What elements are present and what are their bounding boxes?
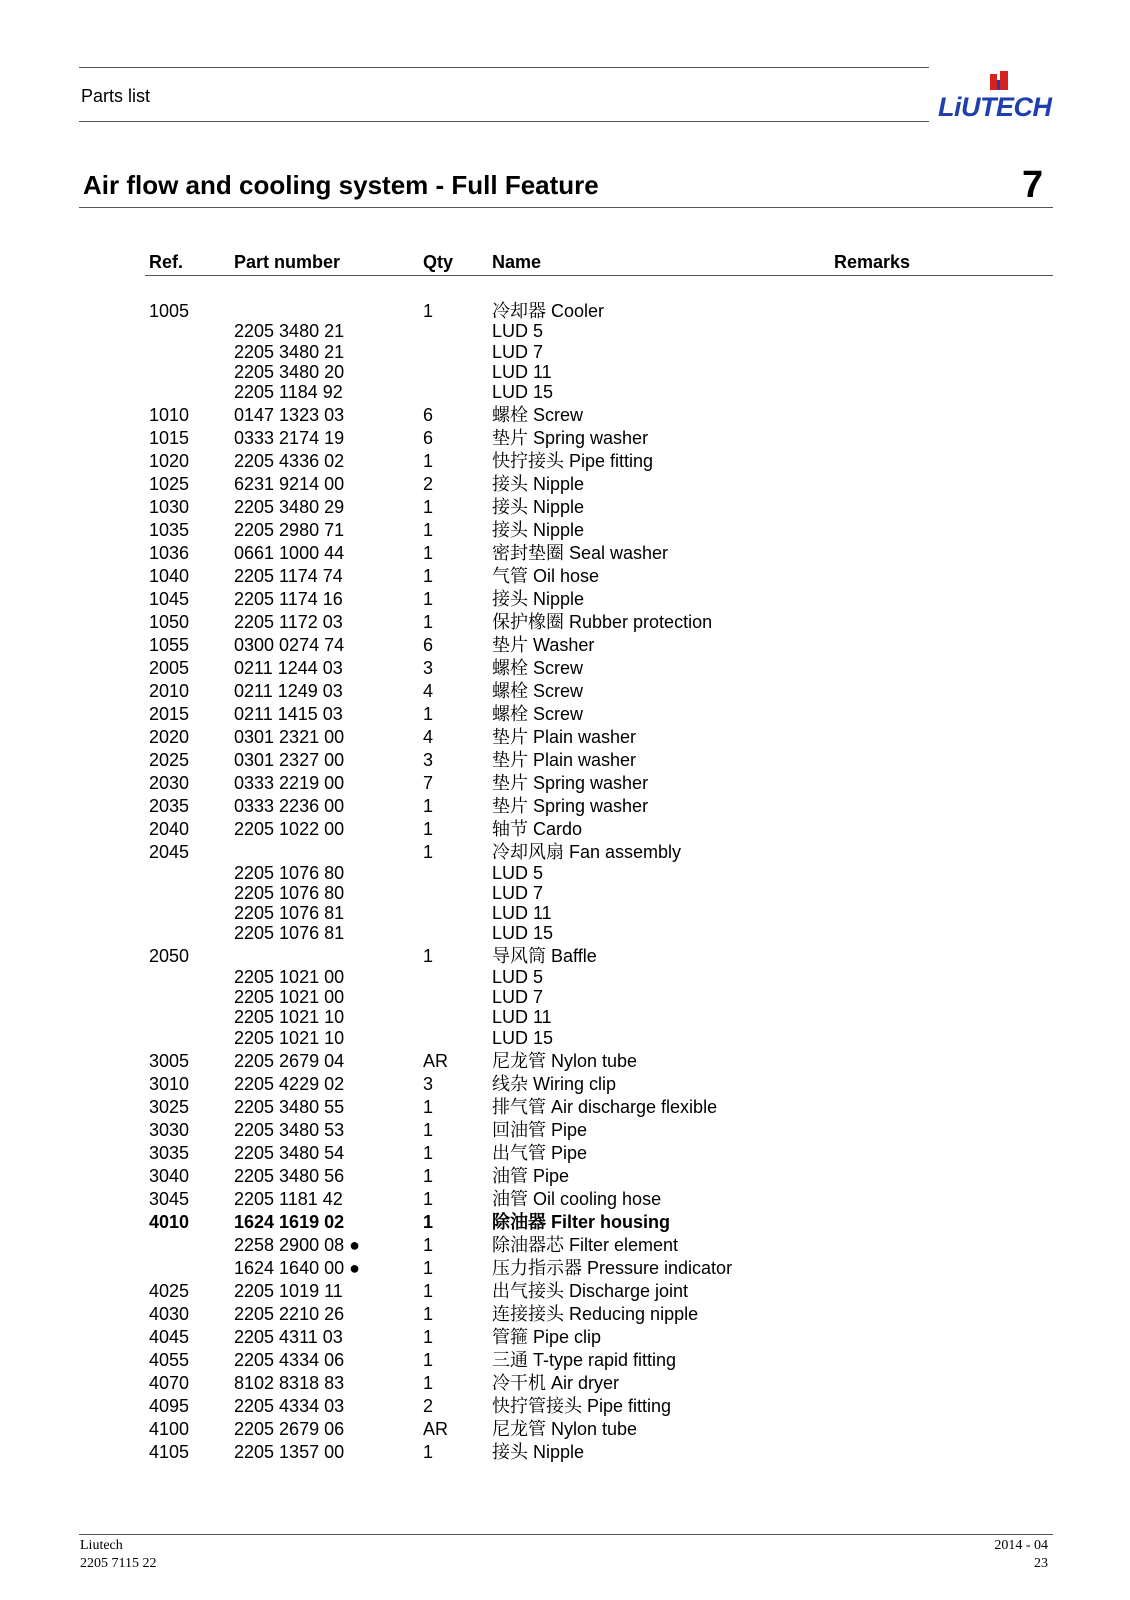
table-row xyxy=(0,361,1130,383)
cell-ref: 1035 xyxy=(149,520,190,541)
cell-name: LUD 11 xyxy=(492,1007,552,1028)
col-header-name: Name xyxy=(492,252,542,272)
cell-name: 垫片 Spring washer xyxy=(492,428,649,449)
footer-date: 2014 - 04 xyxy=(994,1538,1048,1553)
cell-qty: 1 xyxy=(423,301,434,321)
cell-ref: 1055 xyxy=(149,635,190,656)
cell-part-number: 2205 3480 29 xyxy=(234,497,345,518)
cell-qty: 1 xyxy=(423,566,434,587)
logo-wordmark: LiUTECH xyxy=(938,92,1052,122)
cell-part-number: 8102 8318 83 xyxy=(234,1372,345,1393)
cell-part-number: 2205 1076 81 xyxy=(234,923,345,944)
cell-part-number: 2205 1076 80 xyxy=(234,882,345,903)
cell-qty: AR xyxy=(423,1418,449,1439)
cell-qty: 1 xyxy=(423,451,434,472)
cell-part-number: 2205 3480 20 xyxy=(234,361,345,382)
table-row xyxy=(0,1119,1130,1141)
table-row xyxy=(0,1303,1130,1325)
table-row xyxy=(0,588,1130,610)
cell-ref: 4055 xyxy=(149,1349,190,1370)
cell-name: 尼龙管 Nylon tube xyxy=(492,1418,638,1439)
cell-qty: 1 xyxy=(423,946,434,967)
cell-name: 气管 Oil hose xyxy=(492,566,600,587)
cell-qty: 1 xyxy=(423,819,434,840)
cell-name: LUD 7 xyxy=(492,987,544,1007)
table-row xyxy=(0,473,1130,495)
cell-part-number: 2205 1021 00 xyxy=(234,966,345,987)
cell-name: 压力指示器 Pressure indicator xyxy=(492,1257,733,1278)
table-row xyxy=(0,320,1130,342)
cell-ref: 1045 xyxy=(149,589,190,610)
cell-name: 螺栓 Screw xyxy=(492,704,584,725)
cell-ref: 1025 xyxy=(149,474,190,495)
table-row xyxy=(0,1418,1130,1440)
cell-part-number: 2205 3480 21 xyxy=(234,341,345,362)
table-row xyxy=(0,1096,1130,1118)
cell-part-number: 2205 4336 02 xyxy=(234,451,345,472)
cell-name: 冷干机 Air dryer xyxy=(492,1372,620,1393)
cell-ref: 2025 xyxy=(149,750,190,771)
table-row xyxy=(0,1006,1130,1028)
cell-qty: 1 xyxy=(423,497,434,518)
cell-name: LUD 15 xyxy=(492,382,554,403)
cell-part-number: 2205 1021 00 xyxy=(234,987,345,1007)
cell-part-number: 2205 2980 71 xyxy=(234,520,345,541)
cell-ref: 4025 xyxy=(149,1280,190,1301)
cell-name: 连接接头 Reducing nipple xyxy=(492,1303,699,1324)
footer-doc-number: 2205 7115 22 xyxy=(80,1556,157,1571)
cell-name: LUD 7 xyxy=(492,882,544,903)
cell-ref: 1030 xyxy=(149,497,190,518)
table-row xyxy=(0,1280,1130,1302)
cell-part-number: 6231 9214 00 xyxy=(234,474,345,495)
cell-ref: 4030 xyxy=(149,1303,190,1324)
cell-qty: 1 xyxy=(423,1326,434,1347)
table-row xyxy=(0,902,1130,924)
table-row xyxy=(0,519,1130,541)
cell-part-number: 2205 1174 74 xyxy=(234,566,343,587)
cell-name: 回油管 Pipe xyxy=(492,1119,588,1140)
table-row xyxy=(0,841,1130,863)
cell-name: 垫片 Spring washer xyxy=(492,796,649,817)
cell-name: 垫片 Washer xyxy=(492,635,595,656)
cell-qty: 1 xyxy=(423,796,434,817)
cell-ref: 2015 xyxy=(149,704,190,725)
cell-ref: 3035 xyxy=(149,1142,190,1163)
cell-qty: 1 xyxy=(423,1211,434,1232)
cell-ref: 1040 xyxy=(149,566,190,587)
cell-qty: 1 xyxy=(423,520,434,541)
footer-rule xyxy=(79,1534,1053,1535)
table-row xyxy=(0,1234,1130,1256)
cell-ref: 4070 xyxy=(149,1372,190,1393)
cell-part-number: 0211 1244 03 xyxy=(234,658,343,679)
cell-part-number: 2258 2900 08 ● xyxy=(234,1234,360,1255)
cell-part-number: 0333 2219 00 xyxy=(234,773,345,794)
cell-part-number: 2205 4311 03 xyxy=(234,1326,343,1347)
cell-part-number: 2205 1357 00 xyxy=(234,1441,345,1462)
cell-ref: 3010 xyxy=(149,1073,190,1094)
table-row xyxy=(0,703,1130,725)
cell-part-number: 2205 1021 10 xyxy=(234,1007,345,1028)
col-header-ref: Ref. xyxy=(149,252,184,272)
cell-ref: 1020 xyxy=(149,451,190,472)
cell-part-number: 2205 4334 06 xyxy=(234,1349,345,1370)
cell-qty: 1 xyxy=(423,1257,434,1278)
table-row xyxy=(0,300,1130,322)
cell-name: 接头 Nipple xyxy=(492,474,585,495)
cell-part-number: 0211 1249 03 xyxy=(234,681,343,702)
cell-part-number: 2205 1022 00 xyxy=(234,819,345,840)
cell-name: 油管 Pipe xyxy=(492,1165,570,1186)
cell-ref: 3040 xyxy=(149,1165,190,1186)
cell-part-number: 0333 2174 19 xyxy=(234,428,345,449)
table-row xyxy=(0,726,1130,748)
cell-part-number: 0301 2327 00 xyxy=(234,750,345,771)
cell-ref: 4010 xyxy=(149,1211,190,1232)
table-row xyxy=(0,966,1130,988)
cell-name: 出气管 Pipe xyxy=(492,1142,588,1163)
cell-ref: 1010 xyxy=(149,405,190,426)
section-number: 7 xyxy=(1022,164,1044,206)
cell-part-number: 2205 4334 03 xyxy=(234,1395,345,1416)
cell-name: 冷却风扇 Fan assembly xyxy=(492,842,682,863)
cell-name: 螺栓 Screw xyxy=(492,405,584,426)
footer-company: Liutech xyxy=(80,1538,123,1553)
cell-name: 垫片 Plain washer xyxy=(492,750,637,771)
cell-ref: 2050 xyxy=(149,946,190,967)
cell-ref: 1015 xyxy=(149,428,190,449)
cell-name: LUD 5 xyxy=(492,966,544,987)
cell-ref: 2045 xyxy=(149,842,190,863)
cell-qty: 3 xyxy=(423,1073,434,1094)
cell-part-number: 2205 2679 06 xyxy=(234,1418,345,1439)
table-row xyxy=(0,1050,1130,1072)
cell-name: 接头 Nipple xyxy=(492,520,585,541)
cell-name: LUD 15 xyxy=(492,1027,554,1048)
cell-part-number: 2205 3480 54 xyxy=(234,1142,345,1163)
cell-part-number: 0301 2321 00 xyxy=(234,727,345,748)
cell-ref: 2035 xyxy=(149,796,190,817)
cell-qty: 1 xyxy=(423,842,434,863)
cell-name: 保护橡圈 Rubber protection xyxy=(492,612,713,633)
cell-part-number: 1624 1640 00 ● xyxy=(234,1257,360,1278)
cell-ref: 3030 xyxy=(149,1119,190,1140)
table-row xyxy=(0,496,1130,518)
cell-name: 垫片 Plain washer xyxy=(492,727,637,748)
table-row xyxy=(0,1326,1130,1348)
cell-qty: 3 xyxy=(423,750,434,771)
cell-ref: 2040 xyxy=(149,819,190,840)
cell-name: 冷却器 Cooler xyxy=(492,301,605,321)
cell-ref: 4100 xyxy=(149,1418,190,1439)
cell-part-number: 2205 2210 26 xyxy=(234,1303,345,1324)
table-row xyxy=(0,611,1130,633)
table-row xyxy=(0,945,1130,967)
table-row xyxy=(0,986,1130,1008)
table-row xyxy=(0,450,1130,472)
cell-qty: 1 xyxy=(423,1188,434,1209)
cell-ref: 3025 xyxy=(149,1096,190,1117)
col-header-part-number: Part number xyxy=(234,252,341,272)
table-row xyxy=(0,1395,1130,1417)
cell-name: 导风筒 Baffle xyxy=(492,946,597,967)
cell-qty: 1 xyxy=(423,1165,434,1186)
cell-name: 接头 Nipple xyxy=(492,589,585,610)
cell-qty: 7 xyxy=(423,773,434,794)
table-row xyxy=(0,795,1130,817)
table-row xyxy=(0,772,1130,794)
cell-name: LUD 7 xyxy=(492,341,544,362)
table-row xyxy=(0,1349,1130,1371)
cell-qty: 1 xyxy=(423,543,434,564)
cell-part-number: 1624 1619 02 xyxy=(234,1211,345,1232)
cell-part-number: 2205 1174 16 xyxy=(234,589,343,610)
cell-qty: 1 xyxy=(423,1142,434,1163)
cell-qty: 1 xyxy=(423,1280,434,1301)
table-row xyxy=(0,381,1130,403)
cell-name: 快拧管接头 Pipe fitting xyxy=(492,1395,672,1416)
cell-qty: 2 xyxy=(423,474,434,495)
cell-name: 油管 Oil cooling hose xyxy=(492,1188,662,1209)
cell-part-number: 0333 2236 00 xyxy=(234,796,345,817)
cell-name: 螺栓 Screw xyxy=(492,658,584,679)
cell-part-number: 2205 1021 10 xyxy=(234,1027,345,1048)
cell-qty: 1 xyxy=(423,1349,434,1370)
cell-name: 三通 T-type rapid fitting xyxy=(492,1349,677,1370)
cell-ref: 1005 xyxy=(149,301,190,321)
table-row xyxy=(0,404,1130,426)
cell-ref: 4045 xyxy=(149,1326,190,1347)
cell-ref: 2005 xyxy=(149,658,190,679)
col-header-remarks: Remarks xyxy=(834,252,911,272)
cell-qty: 3 xyxy=(423,658,434,679)
cell-part-number: 0661 1000 44 xyxy=(234,543,345,564)
table-row xyxy=(0,862,1130,884)
cell-qty: 6 xyxy=(423,635,434,656)
cell-name: 除油器 Filter housing xyxy=(492,1211,670,1232)
cell-qty: 1 xyxy=(423,589,434,610)
cell-part-number: 2205 2679 04 xyxy=(234,1050,345,1071)
cell-name: 快拧接头 Pipe fitting xyxy=(492,451,654,472)
cell-qty: 4 xyxy=(423,727,434,748)
table-row xyxy=(0,1073,1130,1095)
cell-qty: 4 xyxy=(423,681,434,702)
table-row xyxy=(0,634,1130,656)
table-row xyxy=(0,1257,1130,1279)
cell-name: LUD 11 xyxy=(492,903,552,924)
cell-part-number: 2205 1181 42 xyxy=(234,1188,343,1209)
table-row xyxy=(0,818,1130,840)
cell-part-number: 2205 3480 56 xyxy=(234,1165,345,1186)
cell-ref: 4105 xyxy=(149,1441,190,1462)
table-row xyxy=(0,542,1130,564)
cell-qty: 1 xyxy=(423,1234,434,1255)
cell-part-number: 2205 1019 11 xyxy=(234,1280,343,1301)
cell-qty: 1 xyxy=(423,1441,434,1462)
cell-ref: 1036 xyxy=(149,543,190,564)
cell-qty: 1 xyxy=(423,704,434,725)
cell-name: 管箍 Pipe clip xyxy=(492,1326,602,1347)
cell-qty: 1 xyxy=(423,1096,434,1117)
cell-part-number: 0300 0274 74 xyxy=(234,635,345,656)
table-row xyxy=(0,1188,1130,1210)
table-row xyxy=(0,1165,1130,1187)
table-row xyxy=(0,922,1130,944)
cell-part-number: 2205 1172 03 xyxy=(234,612,343,633)
table-row xyxy=(0,680,1130,702)
cell-qty: 6 xyxy=(423,405,434,426)
table-row xyxy=(0,427,1130,449)
cell-name: LUD 15 xyxy=(492,923,554,944)
cell-part-number: 2205 3480 21 xyxy=(234,321,345,342)
cell-qty: 1 xyxy=(423,1119,434,1140)
cell-part-number: 0147 1323 03 xyxy=(234,405,345,426)
cell-name: 接头 Nipple xyxy=(492,1441,585,1462)
table-row xyxy=(0,1211,1130,1233)
cell-part-number: 2205 1076 81 xyxy=(234,903,345,924)
cell-name: 密封垫圈 Seal washer xyxy=(492,543,669,564)
cell-qty: 1 xyxy=(423,1372,434,1393)
table-row xyxy=(0,1142,1130,1164)
cell-qty: 2 xyxy=(423,1395,434,1416)
cell-ref: 1050 xyxy=(149,612,190,633)
cell-name: LUD 5 xyxy=(492,321,544,342)
cell-ref: 2030 xyxy=(149,773,190,794)
table-row xyxy=(0,749,1130,771)
table-row xyxy=(0,1441,1130,1463)
table-row xyxy=(0,1372,1130,1394)
cell-ref: 4095 xyxy=(149,1395,190,1416)
section-title: Air flow and cooling system - Full Feature xyxy=(83,170,599,200)
table-row xyxy=(0,341,1130,363)
cell-ref: 2010 xyxy=(149,681,190,702)
cell-qty: 1 xyxy=(423,612,434,633)
cell-name: 出气接头 Discharge joint xyxy=(492,1280,689,1301)
cell-name: 排气管 Air discharge flexible xyxy=(492,1096,718,1117)
cell-part-number: 2205 1184 92 xyxy=(234,382,343,403)
cell-part-number: 2205 3480 53 xyxy=(234,1119,345,1140)
cell-name: 轴节 Cardo xyxy=(492,819,583,840)
table-row xyxy=(0,565,1130,587)
cell-part-number: 2205 3480 55 xyxy=(234,1096,345,1117)
cell-ref: 2020 xyxy=(149,727,190,748)
cell-part-number: 2205 1076 80 xyxy=(234,862,345,883)
cell-ref: 3005 xyxy=(149,1050,190,1071)
cell-name: 尼龙管 Nylon tube xyxy=(492,1050,638,1071)
cell-name: 垫片 Spring washer xyxy=(492,773,649,794)
table-row xyxy=(0,657,1130,679)
header-label: Parts list xyxy=(81,86,151,106)
col-header-qty: Qty xyxy=(423,252,454,272)
cell-name: 除油器芯 Filter element xyxy=(492,1234,679,1255)
cell-part-number: 2205 4229 02 xyxy=(234,1073,345,1094)
cell-ref: 3045 xyxy=(149,1188,190,1209)
cell-qty: 1 xyxy=(423,1303,434,1324)
cell-qty: AR xyxy=(423,1050,449,1071)
cell-part-number: 0211 1415 03 xyxy=(234,704,343,725)
cell-name: LUD 11 xyxy=(492,361,552,382)
cell-name: LUD 5 xyxy=(492,862,544,883)
cell-name: 螺栓 Screw xyxy=(492,681,584,702)
table-row xyxy=(0,882,1130,904)
cell-name: 接头 Nipple xyxy=(492,497,585,518)
cell-name: 线杂 Wiring clip xyxy=(492,1073,617,1094)
cell-qty: 6 xyxy=(423,428,434,449)
footer-page-number: 23 xyxy=(1034,1556,1048,1571)
table-row xyxy=(0,1027,1130,1049)
